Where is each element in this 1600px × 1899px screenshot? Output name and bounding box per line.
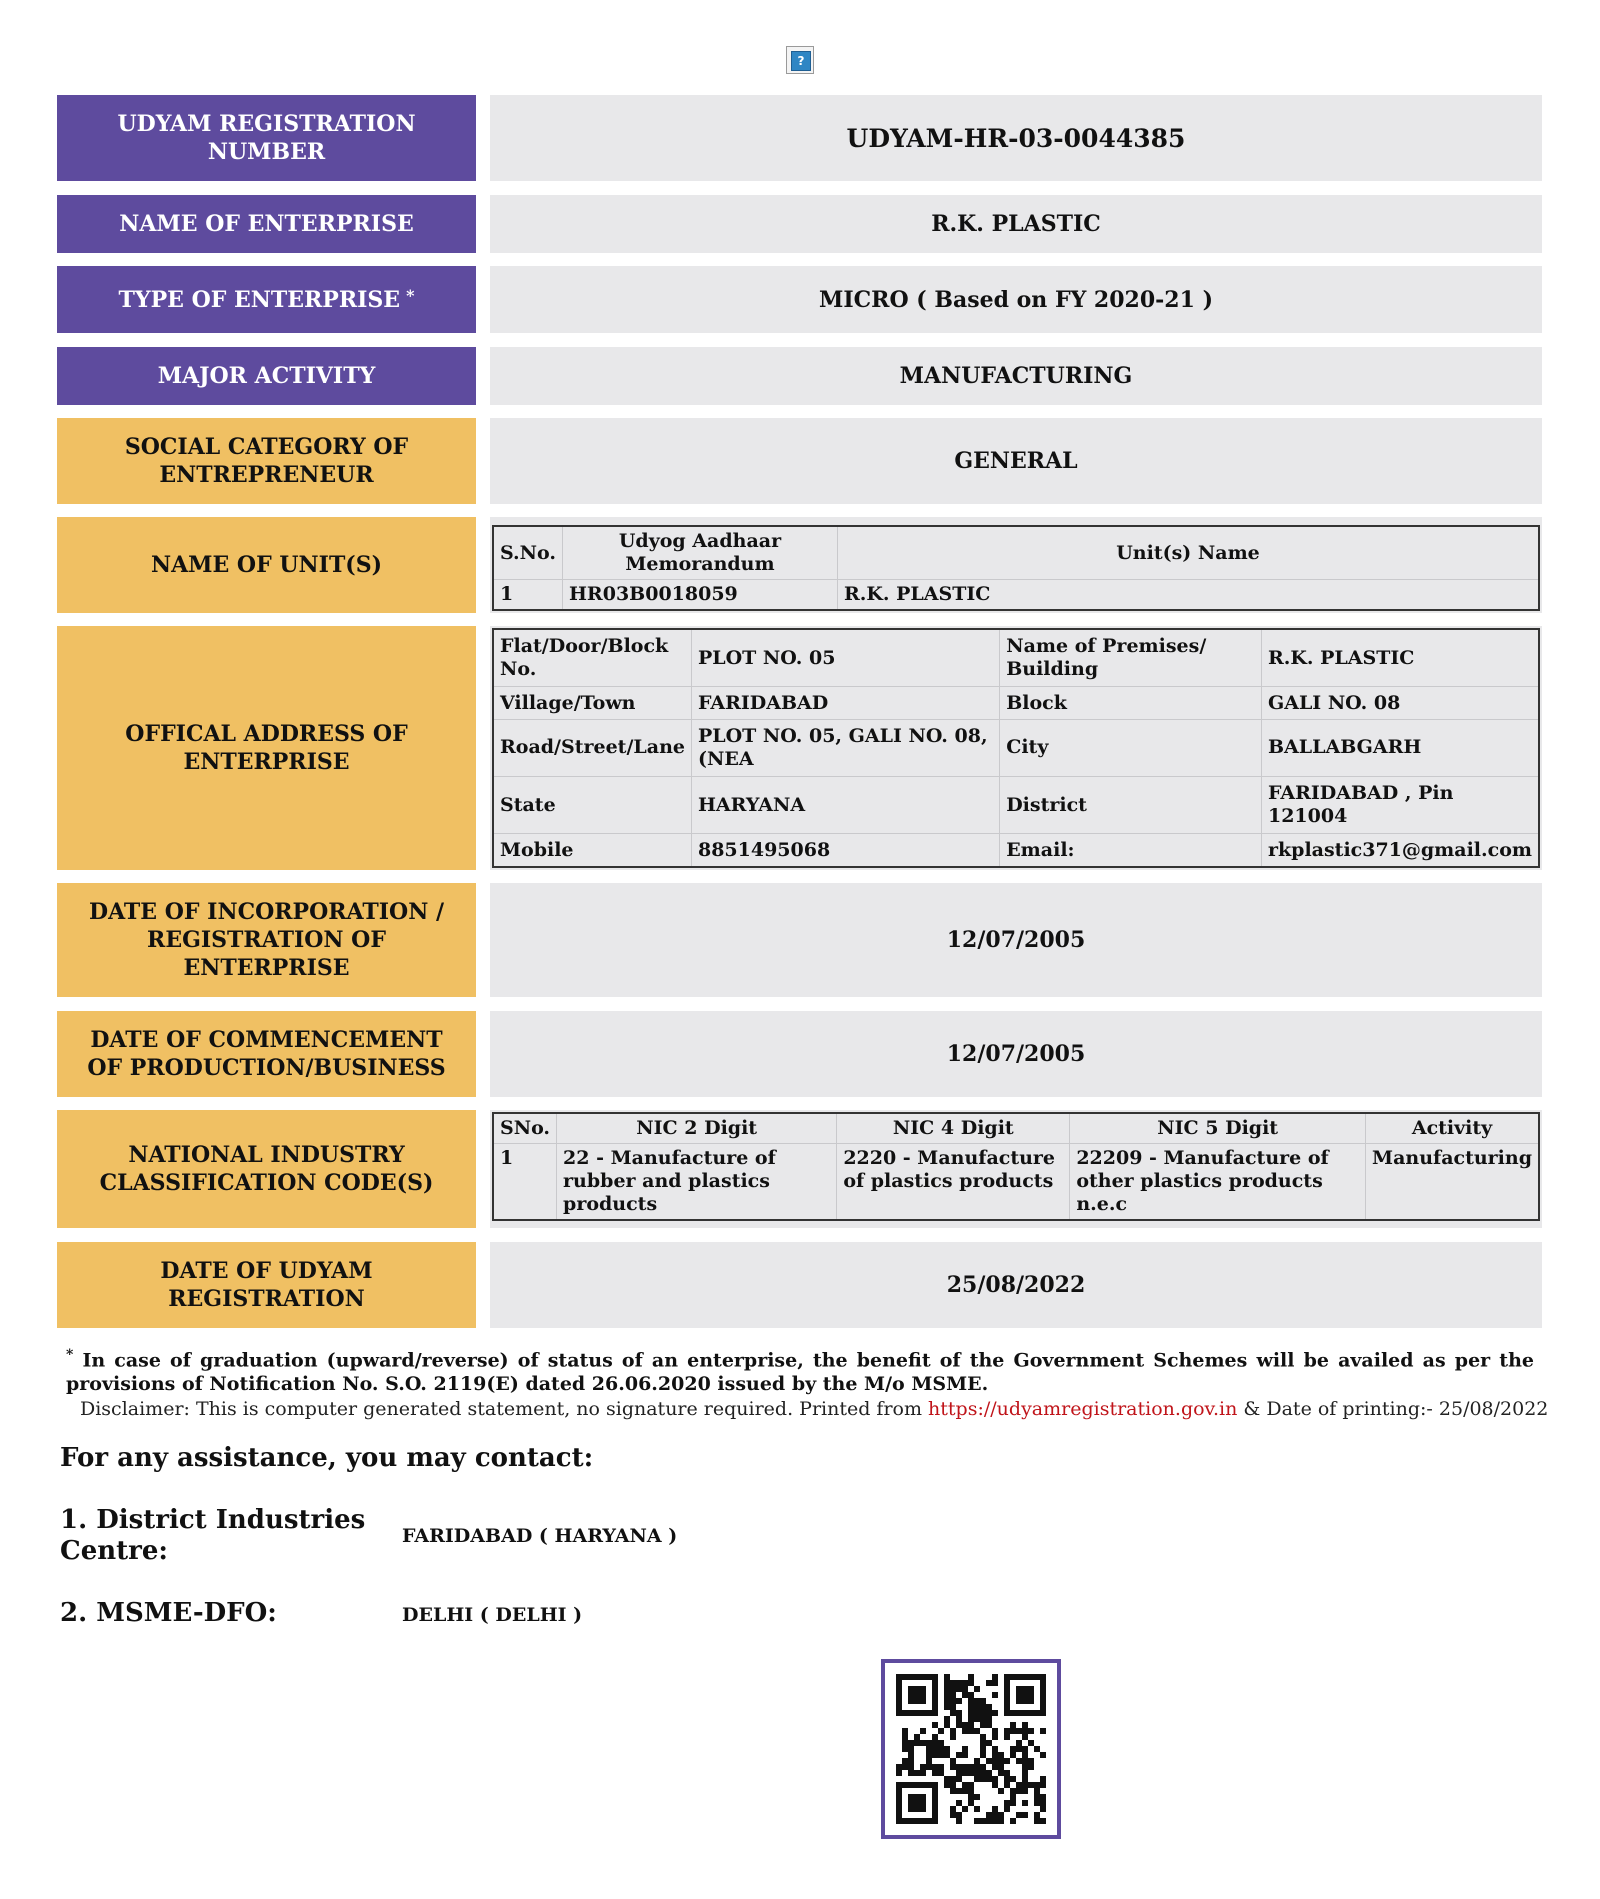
disclaimer-suffix: & Date of printing:- 25/08/2022 [1237, 1398, 1549, 1420]
contact-msme-label: 2. MSME-DFO: [60, 1598, 277, 1628]
units-label: NAME OF UNIT(S) [57, 517, 476, 613]
units-cell-uam: HR03B0018059 [562, 580, 837, 611]
enterprise-name-value: R.K. PLASTIC [490, 195, 1542, 253]
nic-cell-activity: Manufacturing [1366, 1144, 1539, 1221]
address-key: District [1000, 777, 1262, 834]
contact-dic-value: FARIDABAD ( HARYANA ) [402, 1525, 678, 1547]
nic-header-4digit: NIC 4 Digit [837, 1113, 1070, 1144]
nic-codes-label: NATIONAL INDUSTRY CLASSIFICATION CODE(S) [57, 1110, 476, 1228]
nic-cell-5digit: 22209 - Manufacture of other plastics products n.e.c [1070, 1144, 1366, 1221]
email-value: rkplastic371@gmail.com [1261, 834, 1539, 867]
address-value: FARIDABAD , Pin 121004 [1261, 777, 1539, 834]
commencement-date-label: DATE OF COMMENCEMENT OF PRODUCTION/BUSINESS [57, 1011, 476, 1097]
registration-number-value: UDYAM-HR-03-0044385 [490, 95, 1542, 181]
row-commencement-date [57, 1011, 1542, 1097]
incorporation-date-label: DATE OF INCORPORATION / REGISTRATION OF ENTERPRISE [57, 883, 476, 997]
address-key: Village/Town [493, 687, 691, 719]
disclaimer-prefix: Disclaimer: This is computer generated statement, no signature required. Printed from [80, 1398, 929, 1420]
portal-link[interactable]: https://udyamregistration.gov.in [928, 1398, 1238, 1420]
nic-cell-4digit: 2220 - Manufacture of plastics products [837, 1144, 1070, 1221]
contact-dic-label: 1. District Industries Centre: [60, 1505, 366, 1566]
row-enterprise-type [57, 266, 1542, 333]
units-table [492, 525, 1540, 611]
footnote-text: In case of graduation (upward/reverse) of status of an enterprise, the benefit of the Government Schemes will be availed as per the provisions of Notification No. S.O. 2119(E) dated 26.06.2020 issued by the M/o MSME. [66, 1349, 1534, 1396]
enterprise-name-label: NAME OF ENTERPRISE [57, 195, 476, 253]
address-value: R.K. PLASTIC [1261, 629, 1539, 687]
nic-header-2digit: NIC 2 Digit [557, 1113, 837, 1144]
udyam-date-label: DATE OF UDYAM REGISTRATION [57, 1242, 476, 1328]
row-udyam-date [57, 1242, 1542, 1328]
nic-table [492, 1112, 1540, 1221]
social-category-label: SOCIAL CATEGORY OF ENTREPRENEUR [57, 418, 476, 504]
contact-title: For any assistance, you may contact: [60, 1443, 594, 1473]
row-units [57, 517, 1542, 613]
units-header-name: Unit(s) Name [837, 526, 1539, 580]
address-key: City [1000, 719, 1262, 776]
table-row [493, 580, 1539, 611]
row-major-activity [57, 347, 1542, 405]
address-key: Mobile [493, 834, 691, 867]
commencement-date-value: 12/07/2005 [490, 1011, 1542, 1097]
enterprise-type-value: MICRO ( Based on FY 2020-21 ) [490, 266, 1542, 333]
table-row [493, 719, 1539, 776]
address-value: 8851495068 [691, 834, 999, 867]
registration-number-label: UDYAM REGISTRATION NUMBER [57, 95, 476, 181]
disclaimer [80, 1398, 1548, 1420]
incorporation-date-value: 12/07/2005 [490, 883, 1542, 997]
enterprise-type-star: * [406, 285, 415, 305]
units-table-wrap [490, 517, 1542, 613]
nic-header-sno: SNo. [493, 1113, 557, 1144]
qr-code-icon [896, 1674, 1046, 1824]
row-enterprise-name [57, 195, 1542, 253]
address-value: PLOT NO. 05, GALI NO. 08, (NEA [691, 719, 999, 776]
nic-header-5digit: NIC 5 Digit [1070, 1113, 1366, 1144]
address-key: Email: [1000, 834, 1262, 867]
enterprise-type-label-text: TYPE OF ENTERPRISE [118, 286, 401, 313]
udyam-date-value: 25/08/2022 [490, 1242, 1542, 1328]
nic-table-wrap [490, 1110, 1542, 1228]
table-row [493, 777, 1539, 834]
table-row [493, 687, 1539, 719]
contact-msme-value: DELHI ( DELHI ) [402, 1604, 583, 1626]
row-registration-number [57, 95, 1542, 181]
units-cell-sno: 1 [493, 580, 562, 611]
address-value: GALI NO. 08 [1261, 687, 1539, 719]
row-incorporation-date [57, 883, 1542, 997]
table-row [493, 629, 1539, 687]
units-header-row [493, 526, 1539, 580]
social-category-value: GENERAL [490, 418, 1542, 504]
nic-header-activity: Activity [1366, 1113, 1539, 1144]
address-value: PLOT NO. 05 [691, 629, 999, 687]
table-row [493, 834, 1539, 867]
broken-image-icon: ? [791, 51, 811, 71]
table-row [493, 1144, 1539, 1221]
address-table [492, 628, 1540, 868]
nic-header-row [493, 1113, 1539, 1144]
address-key: Road/Street/Lane [493, 719, 691, 776]
nic-cell-2digit: 22 - Manufacture of rubber and plastics products [557, 1144, 837, 1221]
qr-code [881, 1659, 1061, 1839]
footnote-star: * [66, 1347, 74, 1363]
address-table-wrap [490, 626, 1542, 870]
address-key: State [493, 777, 691, 834]
units-header-sno: S.No. [493, 526, 562, 580]
enterprise-type-label [57, 266, 476, 333]
address-key: Block [1000, 687, 1262, 719]
row-social-category [57, 418, 1542, 504]
major-activity-value: MANUFACTURING [490, 347, 1542, 405]
address-value: HARYANA [691, 777, 999, 834]
address-value: BALLABGARH [1261, 719, 1539, 776]
row-address [57, 626, 1542, 870]
address-label: OFFICAL ADDRESS OF ENTERPRISE [57, 626, 476, 870]
nic-cell-sno: 1 [493, 1144, 557, 1221]
major-activity-label: MAJOR ACTIVITY [57, 347, 476, 405]
footnote [66, 1343, 1534, 1396]
row-nic-codes [57, 1110, 1542, 1228]
units-cell-name: R.K. PLASTIC [837, 580, 1539, 611]
address-value: FARIDABAD [691, 687, 999, 719]
address-key: Flat/Door/Block No. [493, 629, 691, 687]
address-key: Name of Premises/ Building [1000, 629, 1262, 687]
logo-placeholder [786, 46, 814, 74]
units-header-uam: Udyog Aadhaar Memorandum [562, 526, 837, 580]
